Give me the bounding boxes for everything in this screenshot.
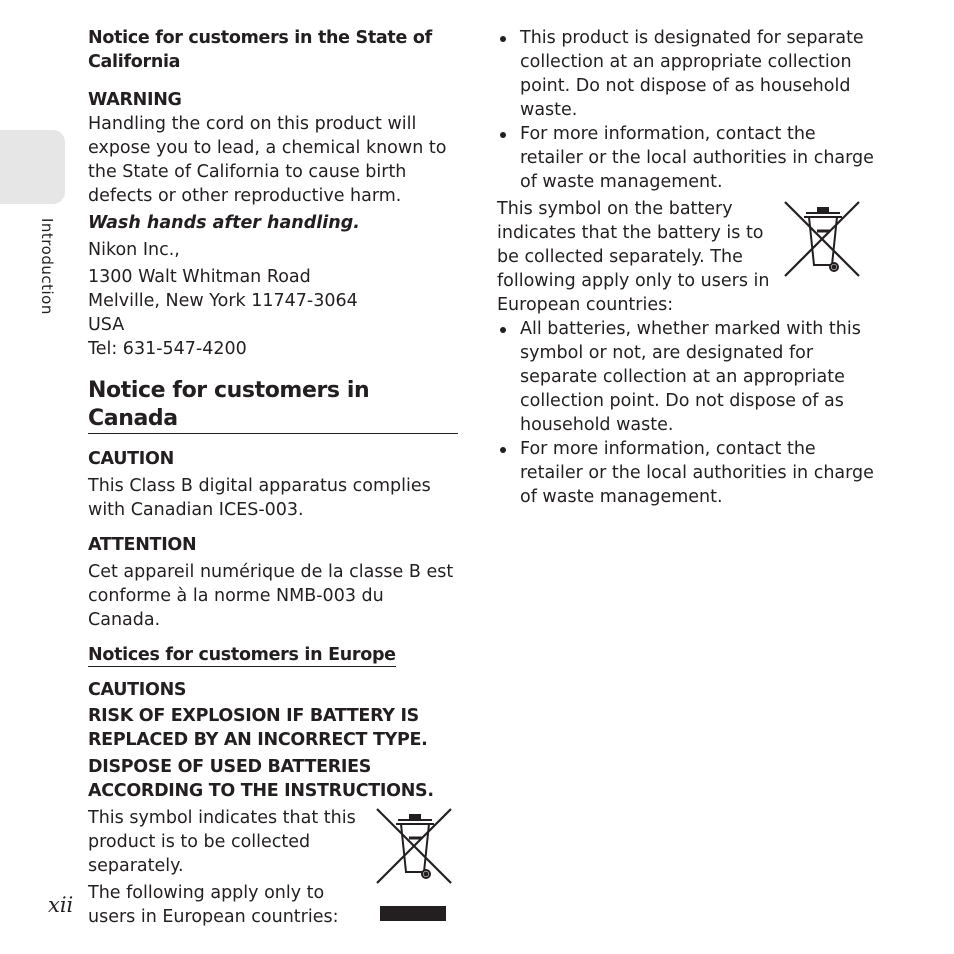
list-item: For more information, contact the retailer or the local authorities in charge of waste management. (497, 437, 877, 509)
battery-symbol-text: This symbol on the battery indicates that the battery is to be collected separately. The following apply only to users in European countries: (497, 199, 770, 315)
left-column (88, 26, 458, 929)
europe-heading: Notices for customers in Europe (88, 645, 396, 665)
battery-symbol-block (497, 197, 877, 317)
attention-label: ATTENTION (88, 535, 197, 555)
symbol-underbar (380, 906, 446, 921)
list-item: This product is designated for separate collection at an appropriate collection point. Do not dispose of as household waste. (497, 26, 877, 122)
dispose-text: DISPOSE OF USED BATTERIES ACCORDING TO THE INSTRUCTIONS. (88, 757, 434, 801)
product-bullet-list (497, 26, 877, 194)
caution-label: CAUTION (88, 449, 174, 469)
address-city: Melville, New York 11747-3064 (88, 291, 358, 311)
list-item: For more information, contact the retailer or the local authorities in charge of waste management. (497, 122, 877, 194)
section-tab (0, 130, 65, 204)
address-country: USA (88, 315, 125, 335)
list-item: All batteries, whether marked with this symbol or not, are designated for separate collection at an appropriate collection point. Do not dispose of as household waste. (497, 317, 877, 437)
canada-heading: Notice for customers in Canada (88, 377, 458, 434)
address-tel: Tel: 631-547-4200 (88, 339, 247, 359)
address-company: Nikon Inc., (88, 240, 180, 260)
section-label: Introduction (38, 218, 56, 315)
apply-text: The following apply only to users in European countries: (88, 883, 339, 927)
crossed-out-wheelie-bin-icon (374, 806, 454, 886)
product-symbol-text: This symbol indicates that this product is to be collected separately. (88, 808, 356, 876)
attention-text: Cet appareil numérique de la classe B est conforme à la norme NMB-003 du Canada. (88, 562, 454, 630)
address-street: 1300 Walt Whitman Road (88, 267, 311, 287)
california-heading: Notice for customers in the State of California (88, 28, 432, 72)
warning-label: WARNING (88, 90, 182, 110)
cautions-label: CAUTIONS (88, 680, 187, 700)
product-symbol-block (88, 806, 458, 929)
caution-text: This Class B digital apparatus complies with Canadian ICES-003. (88, 476, 431, 520)
battery-bullet-list (497, 317, 877, 509)
wash-hands-text: Wash hands after handling. (88, 213, 360, 233)
right-column (497, 26, 877, 509)
warning-text: Handling the cord on this product will expose you to lead, a chemical known to the State of California to cause birth defects or other reproductive harm. (88, 114, 447, 206)
page-number: xii (48, 893, 74, 917)
crossed-out-wheelie-bin-icon (782, 199, 862, 279)
risk-text: RISK OF EXPLOSION IF BATTERY IS REPLACED BY AN INCORRECT TYPE. (88, 706, 428, 750)
